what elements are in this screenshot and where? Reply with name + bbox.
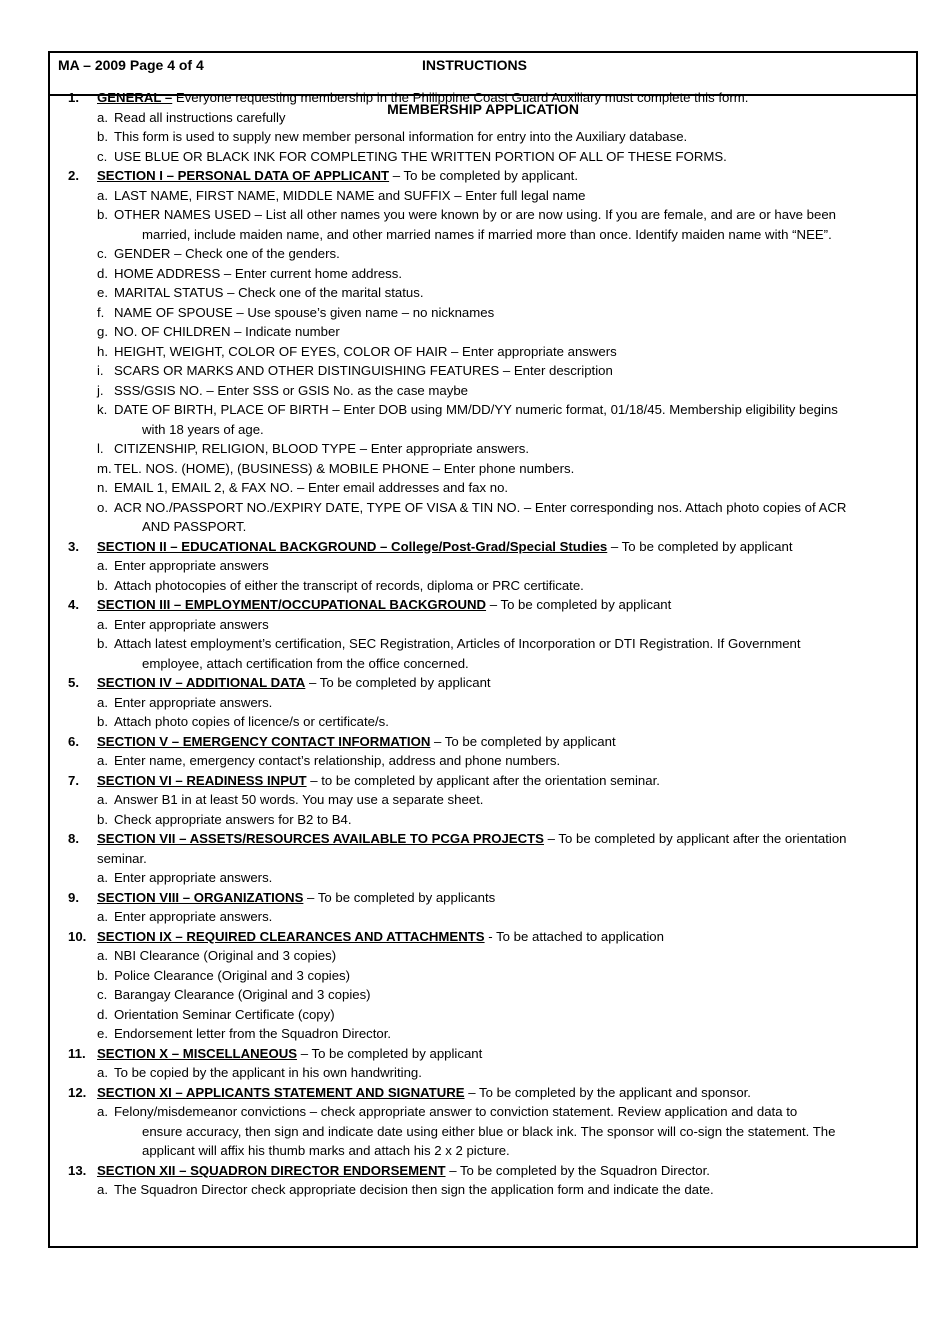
instruction-subitem — [97, 790, 916, 810]
section-title: SECTION VI – READINESS INPUT — [97, 772, 307, 788]
instruction-subitem — [97, 439, 916, 459]
subitem-letter: m. — [97, 460, 112, 476]
section-title: SECTION X – MISCELLANEOUS — [97, 1045, 298, 1061]
section-item — [50, 732, 916, 771]
instruction-subitem — [97, 1005, 916, 1025]
instruction-subitem — [97, 322, 916, 342]
section-description: - To be attached to application — [484, 928, 664, 944]
section-number: 11. — [68, 1045, 86, 1061]
section-description: – To be completed by applicant — [305, 675, 491, 690]
section-item — [50, 673, 916, 732]
section-title: SECTION IX – REQUIRED CLEARANCES AND ATTACHMENTS — [97, 928, 485, 944]
subitem-letter: e. — [97, 1026, 108, 1041]
section-description: – To be completed by applicants — [303, 889, 496, 905]
subitem-text: HEIGHT, WEIGHT, COLOR OF EYES, COLOR OF HAIR – Enter appropriate answers — [114, 343, 617, 359]
section-item — [50, 1083, 916, 1161]
section-description: – to be completed by applicant after the orientation seminar. — [306, 772, 660, 788]
section-heading — [97, 1044, 916, 1064]
subitem-letter: h. — [97, 343, 108, 359]
subitem-letter: a. — [97, 753, 108, 768]
subitem-text: LAST NAME, FIRST NAME, MIDDLE NAME and SUFFIX – Enter full legal name — [114, 187, 586, 203]
instruction-subitem — [97, 498, 916, 537]
doc-type: INSTRUCTIONS — [422, 57, 527, 73]
section-description: – To be completed by the applicant and sponsor. — [464, 1084, 751, 1100]
instruction-subitem — [97, 303, 916, 323]
subitem-text: To be copied by the applicant in his own handwriting. — [114, 1065, 422, 1080]
section-title: SECTION VIII – ORGANIZATIONS — [97, 889, 304, 905]
section-heading — [97, 771, 916, 791]
subitem-letter: a. — [97, 1104, 108, 1119]
instruction-subitem — [97, 127, 916, 147]
subitem-text: Read all instructions carefully — [114, 109, 286, 125]
section-heading — [97, 88, 916, 108]
subitem-letter: g. — [97, 324, 108, 339]
section-heading — [97, 1083, 916, 1103]
instruction-subitem — [97, 751, 916, 771]
subitem-letter: b. — [97, 207, 108, 222]
section-item — [50, 829, 916, 888]
instruction-subitem — [97, 1024, 916, 1044]
subitem-text-cont: applicant will affix his thumb marks and attach his 2 x 2 picture. — [142, 1143, 510, 1158]
section-item — [50, 1161, 916, 1200]
subitem-text: Enter appropriate answers. — [114, 694, 273, 710]
subitem-text-cont: ensure accuracy, then sign and indicate date using either blue or black ink. The sponsor will co-sign the statement. The — [142, 1123, 836, 1139]
subitem-letter: j. — [97, 382, 104, 398]
instruction-subitem — [97, 946, 916, 966]
section-number: 2. — [68, 168, 79, 183]
subitem-text: SCARS OR MARKS AND OTHER DISTINGUISHING FEATURES – Enter description — [114, 363, 613, 378]
subitem-text-cont: AND PASSPORT. — [142, 519, 247, 534]
subitem-letter: l. — [97, 441, 104, 456]
section-item — [50, 595, 916, 673]
subitem-letter: a. — [97, 616, 108, 632]
section-description: Everyone requesting membership in the Philippine Coast Guard Auxiliary must complete this form. — [172, 90, 749, 105]
subitem-text: Enter appropriate answers — [114, 616, 269, 632]
subitem-text-cont: married, include maiden name, and other married names if married more than once. Identify maiden name with “NEE”. — [142, 226, 832, 242]
section-title: SECTION II – EDUCATIONAL BACKGROUND – College/Post-Grad/Special Studies — [97, 538, 608, 554]
section-item — [50, 771, 916, 830]
subitem-text: SSS/GSIS NO. – Enter SSS or GSIS No. as the case maybe — [114, 382, 469, 398]
subitem-text: Attach latest employment’s certification, SEC Registration, Articles of Incorporation or DTI Registration. If Government — [114, 636, 801, 651]
section-heading — [97, 888, 916, 908]
instruction-subitem — [97, 868, 916, 888]
instruction-subitem — [97, 1102, 916, 1161]
subitem-text: NBI Clearance (Original and 3 copies) — [114, 948, 337, 963]
section-number: 4. — [68, 597, 79, 612]
instruction-subitem — [97, 400, 916, 439]
instruction-subitem — [97, 342, 916, 362]
subitem-letter: k. — [97, 402, 108, 417]
subitem-letter: a. — [97, 1182, 108, 1197]
subitem-text: Check appropriate answers for B2 to B4. — [114, 811, 352, 827]
subitem-text: Enter appropriate answers — [114, 558, 269, 573]
page-label: MA – 2009 Page 4 of 4 — [58, 57, 204, 73]
subitem-letter: e. — [97, 285, 108, 300]
instruction-subitem — [97, 556, 916, 576]
instruction-subitem — [97, 1063, 916, 1083]
subitem-text: Endorsement letter from the Squadron Director. — [114, 1026, 392, 1041]
section-title: SECTION VII – ASSETS/RESOURCES AVAILABLE TO PCGA PROJECTS — [97, 831, 544, 846]
section-title: SECTION III – EMPLOYMENT/OCCUPATIONAL BACKGROUND — [97, 597, 487, 612]
instruction-subitem — [97, 459, 916, 479]
subitem-letter: n. — [97, 480, 108, 495]
subitem-text: Enter appropriate answers. — [114, 870, 273, 885]
section-number: 5. — [68, 675, 79, 690]
section-description: – To be completed by applicant — [607, 538, 793, 554]
subitem-letter: d. — [97, 1006, 108, 1022]
section-description: – To be completed by applicant — [430, 733, 616, 749]
subitem-letter: d. — [97, 265, 108, 281]
subitem-letter: b. — [97, 636, 108, 651]
section-item — [50, 927, 916, 1044]
subitem-letter: c. — [97, 148, 108, 164]
instruction-subitem — [97, 985, 916, 1005]
subitem-text: HOME ADDRESS – Enter current home address. — [114, 265, 403, 281]
subitem-text: MARITAL STATUS – Check one of the marital status. — [114, 285, 424, 300]
subitem-text: OTHER NAMES USED – List all other names you were known by or are now using. If you are female, and are or have been — [114, 207, 836, 222]
subitem-text: ACR NO./PASSPORT NO./EXPIRY DATE, TYPE OF VISA & TIN NO. – Enter corresponding nos. Attach photo copies of ACR — [114, 499, 847, 515]
subitem-letter: a. — [97, 909, 108, 924]
subitem-text: EMAIL 1, EMAIL 2, & FAX NO. – Enter email addresses and fax no. — [114, 480, 509, 495]
section-description: – To be completed by applicant after the orientation — [543, 831, 847, 846]
instruction-subitem — [97, 634, 916, 673]
subitem-text: Felony/misdemeanor convictions – check appropriate answer to conviction statement. Review application and data to — [114, 1104, 798, 1119]
section-title: SECTION I – PERSONAL DATA OF APPLICANT — [97, 168, 390, 183]
subitem-text: TEL. NOS. (HOME), (BUSINESS) & MOBILE PHONE – Enter phone numbers. — [114, 460, 575, 476]
instruction-subitem — [97, 283, 916, 303]
section-number: 7. — [68, 772, 79, 788]
subitem-text: Police Clearance (Original and 3 copies) — [114, 967, 351, 983]
subitem-text: Attach photocopies of either the transcript of records, diploma or PRC certificate. — [114, 577, 584, 593]
section-number: 12. — [68, 1084, 87, 1100]
section-heading — [97, 1161, 916, 1181]
subitem-text-cont: with 18 years of age. — [142, 421, 264, 437]
subitem-letter: o. — [97, 499, 108, 515]
subitem-letter: b. — [97, 129, 108, 144]
subitem-text: This form is used to supply new member personal information for entry into the Auxiliary database. — [114, 129, 688, 144]
section-title: SECTION IV – ADDITIONAL DATA — [97, 675, 306, 690]
subitem-text-cont: employee, attach certification from the office concerned. — [142, 655, 469, 671]
section-title: SECTION XII – SQUADRON DIRECTOR ENDORSEMENT — [97, 1162, 446, 1178]
section-number: 8. — [68, 831, 79, 846]
instructions-list — [50, 88, 916, 1200]
section-heading — [97, 166, 916, 186]
section-number: 10. — [68, 928, 87, 944]
subitem-letter: a. — [97, 694, 108, 710]
subitem-letter: f. — [97, 304, 105, 320]
subitem-letter: c. — [97, 246, 108, 261]
section-number: 13. — [68, 1162, 87, 1178]
instruction-subitem — [97, 712, 916, 732]
section-description: – To be completed by applicant — [297, 1045, 483, 1061]
instruction-subitem — [97, 205, 916, 244]
subitem-text: USE BLUE OR BLACK INK FOR COMPLETING THE WRITTEN PORTION OF ALL OF THESE FORMS. — [114, 148, 727, 164]
section-heading — [97, 537, 916, 557]
subitem-letter: a. — [97, 1065, 108, 1080]
subitem-text: GENDER – Check one of the genders. — [114, 246, 340, 261]
section-heading — [97, 595, 916, 615]
instruction-subitem — [97, 361, 916, 381]
section-title: SECTION V – EMERGENCY CONTACT INFORMATION — [97, 733, 431, 749]
subitem-text: DATE OF BIRTH, PLACE OF BIRTH – Enter DOB using MM/DD/YY numeric format, 01/18/45. Membership eligibility begins — [114, 402, 838, 417]
page-title: MEMBERSHIP APPLICATION — [387, 101, 579, 117]
section-heading — [97, 673, 916, 693]
subitem-letter: a. — [97, 187, 108, 203]
subitem-letter: c. — [97, 987, 108, 1002]
section-item — [50, 166, 916, 537]
section-heading — [97, 927, 916, 947]
section-number: 3. — [68, 538, 79, 554]
subitem-letter: b. — [97, 811, 108, 827]
subitem-letter: b. — [97, 577, 108, 593]
instruction-subitem — [97, 264, 916, 284]
instruction-subitem — [97, 693, 916, 713]
section-item — [50, 537, 916, 596]
instruction-subitem — [97, 244, 916, 264]
instruction-subitem — [97, 1180, 916, 1200]
section-number: 6. — [68, 733, 79, 749]
subitem-text: Barangay Clearance (Original and 3 copies) — [114, 987, 371, 1002]
subitem-letter: b. — [97, 967, 108, 983]
subitem-letter: a. — [97, 558, 108, 573]
subitem-text: Enter appropriate answers. — [114, 909, 273, 924]
subitem-letter: a. — [97, 948, 108, 963]
section-item — [50, 888, 916, 927]
subitem-text: NO. OF CHILDREN – Indicate number — [114, 324, 340, 339]
instruction-subitem — [97, 478, 916, 498]
section-number: 9. — [68, 889, 79, 905]
instruction-subitem — [97, 966, 916, 986]
instruction-subitem — [97, 147, 916, 167]
subitem-letter: a. — [97, 870, 108, 885]
section-description: – To be completed by the Squadron Director. — [445, 1162, 710, 1178]
instruction-subitem — [97, 907, 916, 927]
section-description: – To be completed by applicant — [486, 597, 672, 612]
subitem-letter: i. — [97, 363, 104, 378]
section-heading — [97, 732, 916, 752]
subitem-letter: a. — [97, 792, 108, 807]
instruction-subitem — [97, 381, 916, 401]
subitem-letter: a. — [97, 109, 108, 125]
instruction-subitem — [97, 615, 916, 635]
subitem-text: The Squadron Director check appropriate decision then sign the application form and indicate the date. — [114, 1182, 714, 1197]
subitem-text: NAME OF SPOUSE – Use spouse’s given name – no nicknames — [114, 304, 495, 320]
instruction-subitem — [97, 576, 916, 596]
subitem-letter: b. — [97, 714, 108, 729]
section-item — [50, 88, 916, 166]
subitem-text: Answer B1 in at least 50 words. You may use a separate sheet. — [114, 792, 484, 807]
instruction-subitem — [97, 810, 916, 830]
subitem-text: Enter name, emergency contact’s relationship, address and phone numbers. — [114, 753, 561, 768]
section-number: 1. — [68, 90, 79, 105]
section-title: SECTION XI – APPLICANTS STATEMENT AND SIGNATURE — [97, 1084, 465, 1100]
section-description-cont: seminar. — [97, 850, 147, 866]
section-description: – To be completed by applicant. — [389, 168, 578, 183]
section-title: GENERAL – — [97, 90, 173, 105]
section-heading — [97, 829, 916, 849]
instruction-subitem — [97, 186, 916, 206]
subitem-text: Attach photo copies of licence/s or certificate/s. — [114, 714, 389, 729]
instruction-subitem — [97, 108, 916, 128]
subitem-text: Orientation Seminar Certificate (copy) — [114, 1006, 335, 1022]
section-item — [50, 1044, 916, 1083]
subitem-text: CITIZENSHIP, RELIGION, BLOOD TYPE – Enter appropriate answers. — [114, 441, 530, 456]
